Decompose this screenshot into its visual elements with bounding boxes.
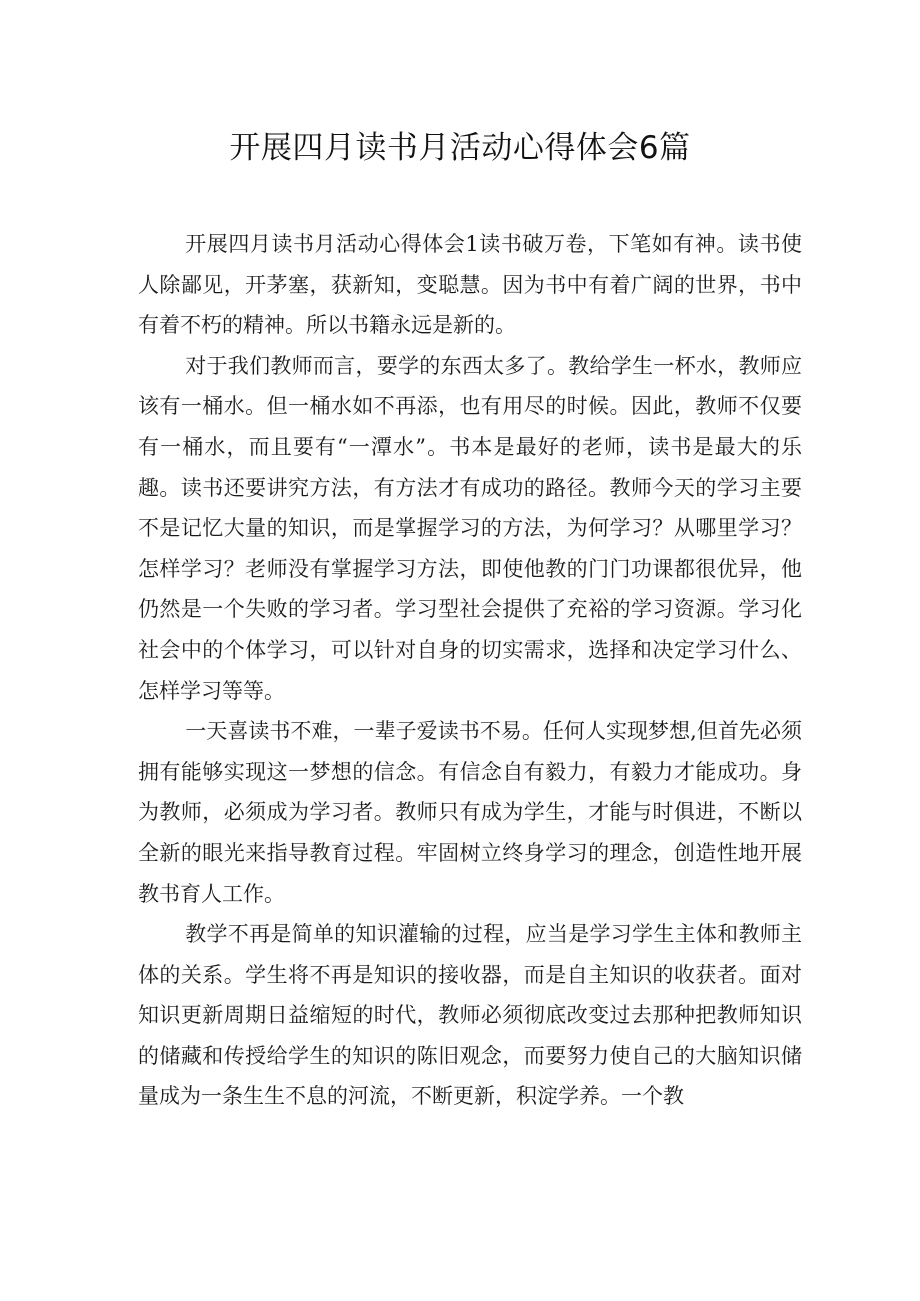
document-title: 开展四月读书月活动心得体会6篇 [229, 130, 691, 166]
document-body [138, 224, 802, 1117]
paragraph-1: 开展四月读书月活动心得体会1读书破万卷，下笔如有神。读书使人除鄙见，开茅塞，获新知，变聪慧。因为书中有着广阔的世界，书中有着不朽的精神。所以书籍永远是新的。 [138, 232, 802, 338]
paragraph-4: 教学不再是简单的知识灌输的过程，应当是学习学生主体和教师主体的关系。学生将不再是知识的接收器，而是自主知识的收获者。面对知识更新周期日益缩短的时代，教师必须彻底改变过去那种把教师知识的储藏和传授给学生的知识的陈旧观念，而要努力使自己的大脑知识储量成为一条生生不息的河流，不断更新，积淀学养。一个教 [138, 922, 802, 1109]
paragraph-3: 一天喜读书不难，一辈子爱读书不易。任何人实现梦想,但首先必须拥有能够实现这一梦想的信念。有信念自有毅力，有毅力才能成功。身为教师，必须成为学习者。教师只有成为学生，才能与时俱进，不断以全新的眼光来指导教育过程。牢固树立终身学习的理念，创造性地开展教书育人工作。 [138, 719, 802, 906]
paragraph-2: 对于我们教师而言，要学的东西太多了。教给学生一杯水，教师应该有一桶水。但一桶水如不再添，也有用尽的时候。因此，教师不仅要有一桶水，而且要有“一潭水”。书本是最好的老师，读书是最大的乐趣。读书还要讲究方法，有方法才有成功的路径。教师今天的学习主要不是记忆大量的知识，而是掌握学习的方法，为何学习？从哪里学习？怎样学习？老师没有掌握学习方法，即使他教的门门功课都很优异，他仍然是一个失败的学习者。学习型社会提供了充裕的学习资源。学习化社会中的个体学习，可以针对自身的切实需求，选择和决定学习什么、怎样学习等等。 [138, 353, 802, 703]
